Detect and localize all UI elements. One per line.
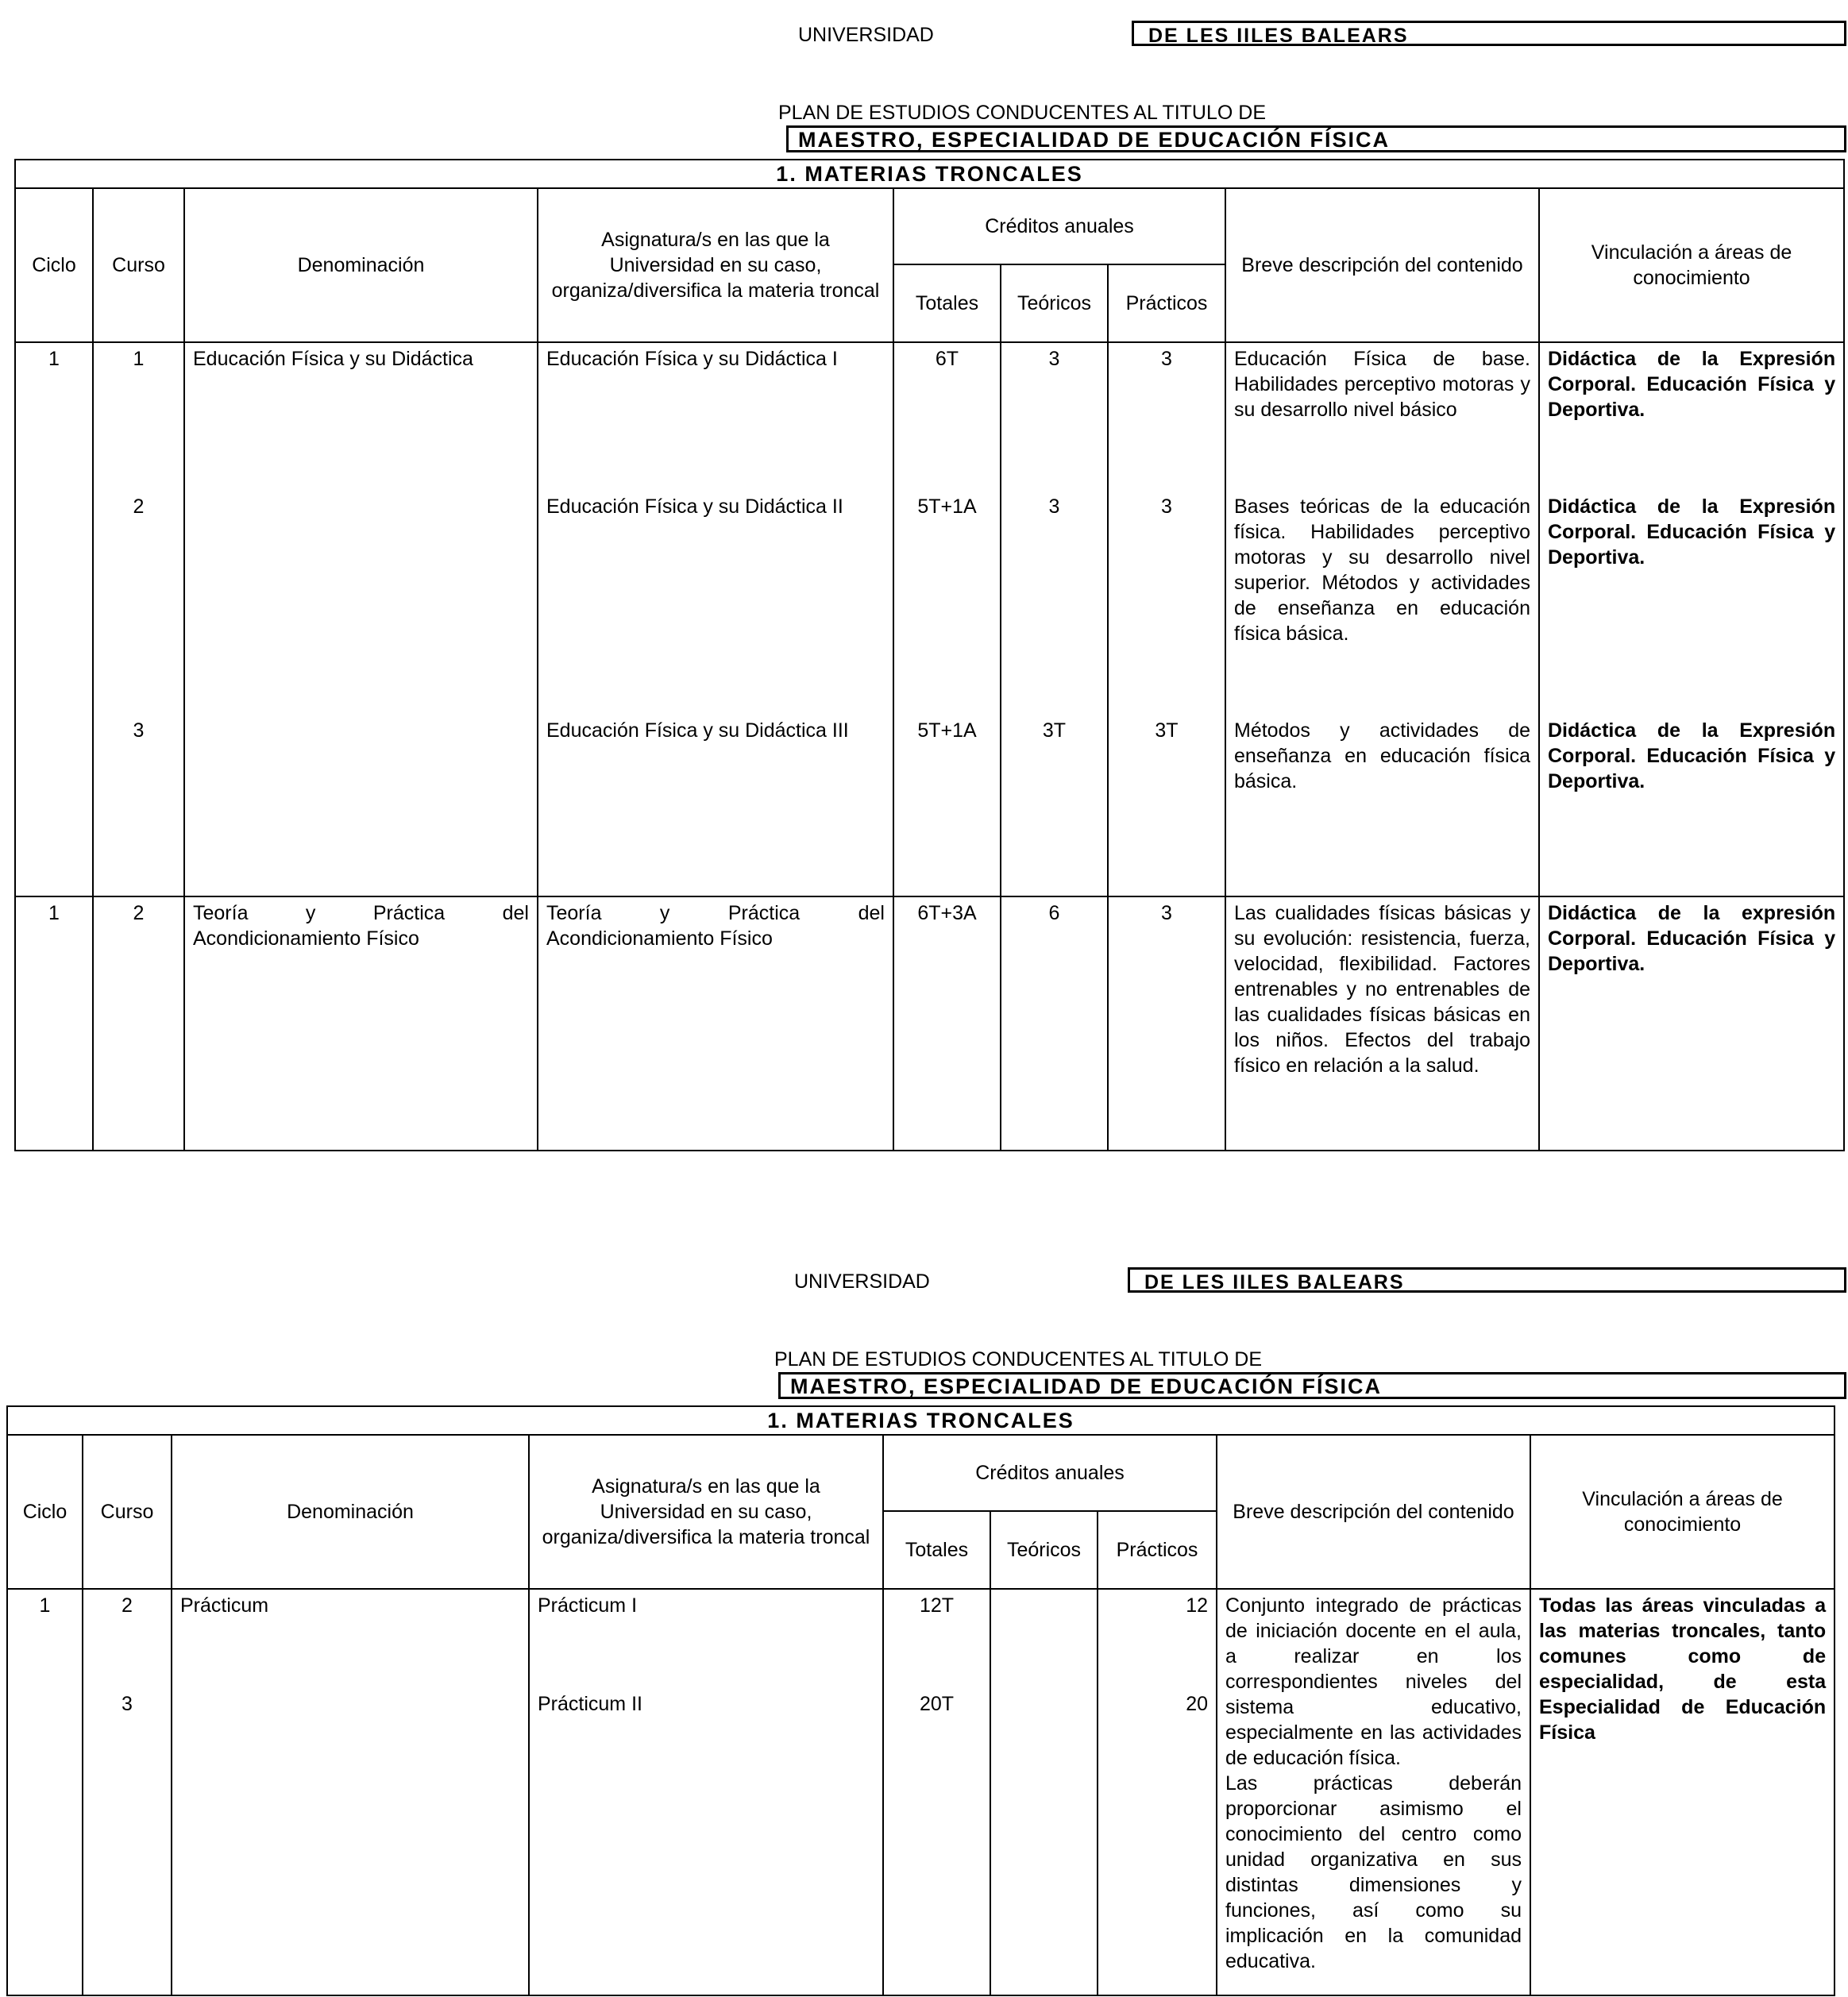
teoricos-cell	[990, 1589, 1098, 1995]
header-teoricos: Teóricos	[990, 1511, 1098, 1589]
curso-cell	[93, 342, 184, 896]
header-ciclo: Ciclo	[15, 188, 93, 342]
header-vinculacion: Vinculación a áreas de conocimiento	[1539, 188, 1844, 342]
vinculacion-value: Didáctica de la Expresión Corporal. Educación Física y Deportiva.	[1548, 495, 1836, 569]
header-practicos: Prácticos	[1108, 264, 1225, 342]
table-row	[7, 1589, 1834, 1995]
header-descripcion: Breve descripción del contenido	[1217, 1435, 1530, 1589]
header-ciclo: Ciclo	[7, 1435, 83, 1589]
university-label: UNIVERSIDAD	[798, 24, 934, 46]
curso-value: 1	[133, 348, 145, 370]
degree-title: MAESTRO, ESPECIALIDAD DE EDUCACIÓN FÍSICA	[798, 128, 1391, 152]
header-totales: Totales	[883, 1511, 990, 1589]
teoricos-cell: 6	[1001, 896, 1108, 1151]
degree-title: MAESTRO, ESPECIALIDAD DE EDUCACIÓN FÍSICA	[790, 1374, 1383, 1398]
header-totales: Totales	[893, 264, 1001, 342]
totales-value: 6T	[935, 348, 959, 370]
curso-value: 2	[122, 1594, 133, 1617]
section-title: 1. MATERIAS TRONCALES	[7, 1406, 1834, 1435]
totales-cell	[883, 1589, 990, 1995]
header-denominacion: Denominación	[184, 188, 538, 342]
practicos-cell	[1098, 1589, 1217, 1995]
plan-label: PLAN DE ESTUDIOS CONDUCENTES AL TITULO DE	[774, 1348, 1263, 1371]
descripcion-value: Conjunto integrado de prácticas de iniciación docente en el aula, a realizar en los correspondientes niveles del sistema educativo, especialmente en las actividades de educación física.	[1225, 1594, 1522, 1769]
asignatura-cell: Teoría y Práctica del Acondicionamiento Físico	[538, 896, 893, 1151]
practicos-cell	[1108, 342, 1225, 896]
descripcion-value: Las prácticas deberán proporcionar asimismo el conocimiento del centro como unidad organizativa en sus distintas dimensiones y funciones, así como su implicación en la comunidad educativa.	[1225, 1772, 1522, 1972]
header-creditos: Créditos anuales	[893, 188, 1225, 264]
curso-cell	[83, 1589, 172, 1995]
header-practicos: Prácticos	[1098, 1511, 1217, 1589]
asignatura-value: Prácticum II	[538, 1693, 642, 1715]
totales-value: 20T	[919, 1693, 955, 1715]
vinculacion-cell	[1539, 342, 1844, 896]
plan-label: PLAN DE ESTUDIOS CONDUCENTES AL TITULO DE	[778, 102, 1267, 124]
practicos-value: 12	[1186, 1594, 1208, 1617]
university-name-box	[1128, 1267, 1846, 1293]
section-title: 1. MATERIAS TRONCALES	[15, 160, 1844, 188]
header-asignatura: Asignatura/s en las que la Universidad en su caso, organiza/diversifica la materia troncal	[538, 188, 893, 342]
header-curso: Curso	[83, 1435, 172, 1589]
curso-value: 2	[133, 495, 145, 518]
descripcion-cell	[1225, 342, 1539, 896]
asignatura-value: Educación Física y su Didáctica III	[546, 719, 849, 742]
curso-value: 3	[133, 719, 145, 742]
header-descripcion: Breve descripción del contenido	[1225, 188, 1539, 342]
totales-cell	[893, 342, 1001, 896]
degree-title-box	[778, 1372, 1846, 1399]
practicos-value: 20	[1186, 1693, 1208, 1715]
descripcion-cell	[1217, 1589, 1530, 1995]
asignatura-value: Educación Física y su Didáctica II	[546, 495, 843, 518]
asignatura-cell	[538, 342, 893, 896]
header-curso: Curso	[93, 188, 184, 342]
vinculacion-value: Didáctica de la Expresión Corporal. Educación Física y Deportiva.	[1548, 348, 1836, 421]
descripcion-value: Métodos y actividades de enseñanza en educación física básica.	[1234, 719, 1530, 792]
teoricos-value: 3	[1048, 495, 1060, 518]
practicos-value: 3	[1161, 348, 1172, 370]
materias-table-page2	[6, 1405, 1835, 1996]
header-creditos: Créditos anuales	[883, 1435, 1217, 1511]
denominacion-cell: Educación Física y su Didáctica	[184, 342, 538, 896]
teoricos-value: 3T	[1042, 719, 1067, 742]
university-name: DE LES IILES BALEARS	[1148, 25, 1409, 47]
asignatura-value: Educación Física y su Didáctica I	[546, 348, 838, 370]
ciclo-cell: 1	[7, 1589, 83, 1995]
ciclo-cell: 1	[15, 896, 93, 1151]
header-denominacion: Denominación	[172, 1435, 529, 1589]
teoricos-value: 3	[1048, 348, 1060, 370]
asignatura-cell	[529, 1589, 883, 1995]
vinculacion-cell: Didáctica de la expresión Corporal. Educación Física y Deportiva.	[1539, 896, 1844, 1151]
header-teoricos: Teóricos	[1001, 264, 1108, 342]
descripcion-value: Educación Física de base. Habilidades perceptivo motoras y su desarrollo nivel básico	[1234, 348, 1530, 421]
totales-value: 12T	[919, 1594, 955, 1617]
descripcion-value: Bases teóricas de la educación física. Habilidades perceptivo motoras y su desarrollo nivel superior. Métodos y actividades de enseñanza en educación física básica.	[1234, 495, 1530, 645]
university-name: DE LES IILES BALEARS	[1144, 1271, 1405, 1293]
totales-cell: 6T+3A	[893, 896, 1001, 1151]
practicos-cell: 3	[1108, 896, 1225, 1151]
curso-value: 3	[122, 1693, 133, 1715]
totales-value: 5T+1A	[917, 495, 977, 518]
header-vinculacion: Vinculación a áreas de conocimiento	[1530, 1435, 1834, 1589]
asignatura-value: Prácticum I	[538, 1594, 638, 1617]
university-label: UNIVERSIDAD	[794, 1270, 930, 1293]
degree-title-box	[786, 125, 1846, 152]
materias-table-page1	[14, 159, 1845, 1151]
curso-cell: 2	[93, 896, 184, 1151]
denominacion-cell: Prácticum	[172, 1589, 529, 1995]
vinculacion-value: Didáctica de la Expresión Corporal. Educación Física y Deportiva.	[1548, 719, 1836, 792]
descripcion-cell: Las cualidades físicas básicas y su evolución: resistencia, fuerza, velocidad, flexibilidad. Factores entrenables y no entrenables de las cualidades físicas básicas en los niños. Efectos del trabajo físico en relación a la salud.	[1225, 896, 1539, 1151]
table-row	[15, 342, 1844, 896]
university-name-box	[1132, 21, 1846, 46]
practicos-value: 3	[1161, 495, 1172, 518]
table-row	[15, 896, 1844, 1151]
denominacion-cell: Teoría y Práctica del Acondicionamiento Físico	[184, 896, 538, 1151]
teoricos-cell	[1001, 342, 1108, 896]
totales-value: 5T+1A	[917, 719, 977, 742]
practicos-value: 3T	[1155, 719, 1179, 742]
vinculacion-cell: Todas las áreas vinculadas a las materias troncales, tanto comunes como de especialidad, de esta Especialidad de Educación Física	[1530, 1589, 1834, 1995]
ciclo-cell: 1	[15, 342, 93, 896]
header-asignatura: Asignatura/s en las que la Universidad en su caso, organiza/diversifica la materia troncal	[529, 1435, 883, 1589]
